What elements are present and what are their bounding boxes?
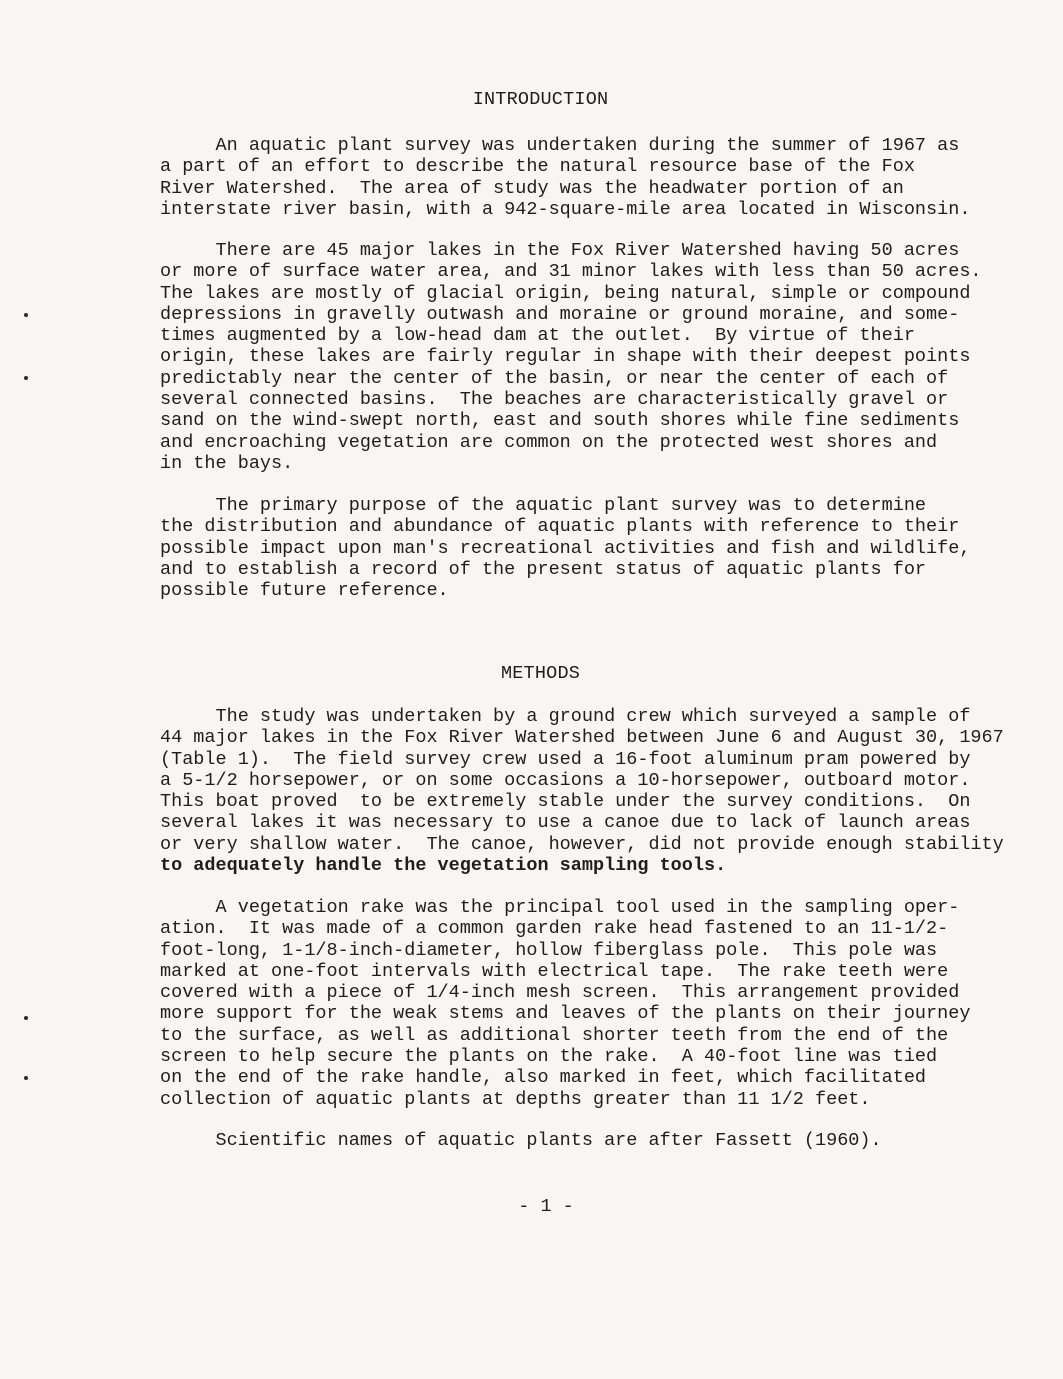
text-line: more support for the weak stems and leaves of the plants on their journey (160, 1003, 971, 1025)
methods-heading: METHODS (500, 663, 581, 684)
text-line: The lakes are mostly of glacial origin, being natural, simple or compound (160, 282, 971, 304)
text-line: times augmented by a low-head dam at the outlet. By virtue of their (160, 325, 915, 347)
text-line: on the end of the rake handle, also marked in feet, which facilitated (160, 1067, 927, 1089)
scan-speck (24, 1016, 28, 1020)
text-line: ation. It was made of a common garden rake head fastened to an 11-1/2- (160, 918, 949, 940)
text-line: A vegetation rake was the principal tool used in the sampling oper- (160, 897, 960, 918)
text-line: and encroaching vegetation are common on the protected west shores and (160, 431, 938, 453)
text-line: possible future reference. (160, 580, 449, 602)
text-line: The primary purpose of the aquatic plant survey was to determine (160, 495, 927, 516)
text-line: predictably near the center of the basin, or near the center of each of (160, 367, 949, 389)
text-line: This boat proved to be extremely stable under the survey conditions. On (160, 791, 971, 813)
text-line: and to establish a record of the present status of aquatic plants for (160, 558, 927, 580)
text-line: several lakes it was necessary to use a canoe due to lack of launch areas (160, 812, 971, 834)
page-number: - 1 - (518, 1196, 574, 1217)
text-line: foot-long, 1-1/8-inch-diameter, hollow fiberglass pole. This pole was (160, 939, 938, 961)
text-line: a part of an effort to describe the natural resource base of the Fox (160, 156, 915, 178)
text-line: River Watershed. The area of study was the headwater portion of an (160, 177, 904, 199)
text-line: the distribution and abundance of aquatic plants with reference to their (160, 516, 960, 538)
text-line: screen to help secure the plants on the rake. A 40-foot line was tied (160, 1046, 938, 1068)
text-line: collection of aquatic plants at depths greater than 11 1/2 feet. (160, 1088, 871, 1110)
methods-paragraph-2 (160, 897, 970, 1110)
text-line: (Table 1). The field survey crew used a 16-foot aluminum pram powered by (160, 748, 971, 770)
text-line: The study was undertaken by a ground crew which surveyed a sample of (160, 706, 971, 727)
text-line: covered with a piece of 1/4-inch mesh screen. This arrangement provided (160, 982, 960, 1004)
text-line: An aquatic plant survey was undertaken during the summer of 1967 as (160, 135, 960, 156)
text-line: Scientific names of aquatic plants are after Fassett (1960). (160, 1130, 882, 1151)
text-line: to adequately handle the vegetation sampling tools. (160, 855, 727, 877)
methods-paragraph-1 (160, 706, 1004, 876)
text-line: possible impact upon man's recreational activities and fish and wildlife, (160, 537, 971, 559)
text-line: a 5-1/2 horsepower, or on some occasions a 10-horsepower, outboard motor. (160, 769, 971, 791)
text-line: sand on the wind-swept north, east and south shores while fine sediments (160, 410, 960, 432)
intro-paragraph-2 (160, 240, 982, 474)
scan-speck (24, 376, 28, 380)
text-line: depressions in gravelly outwash and moraine or ground moraine, and some- (160, 303, 960, 325)
scan-speck (24, 1076, 28, 1080)
introduction-heading: INTRODUCTION (472, 89, 609, 110)
text-line: marked at one-foot intervals with electrical tape. The rake teeth were (160, 960, 949, 982)
text-line: to the surface, as well as additional shorter teeth from the end of the (160, 1024, 949, 1046)
text-line: several connected basins. The beaches are characteristically gravel or (160, 389, 949, 411)
intro-paragraph-1 (160, 135, 970, 220)
text-line: 44 major lakes in the Fox River Watershed between June 6 and August 30, 1967 (160, 727, 1004, 749)
text-line: or more of surface water area, and 31 minor lakes with less than 50 acres. (160, 261, 982, 283)
text-line: in the bays. (160, 452, 294, 474)
methods-paragraph-3 (160, 1130, 882, 1151)
text-line: interstate river basin, with a 942-square-mile area located in Wisconsin. (160, 198, 971, 220)
text-line: origin, these lakes are fairly regular in shape with their deepest points (160, 346, 971, 368)
text-line: or very shallow water. The canoe, however, did not provide enough stability (160, 833, 1004, 855)
intro-paragraph-3 (160, 495, 970, 601)
text-line: There are 45 major lakes in the Fox River Watershed having 50 acres (160, 240, 960, 261)
scan-speck (24, 313, 28, 317)
